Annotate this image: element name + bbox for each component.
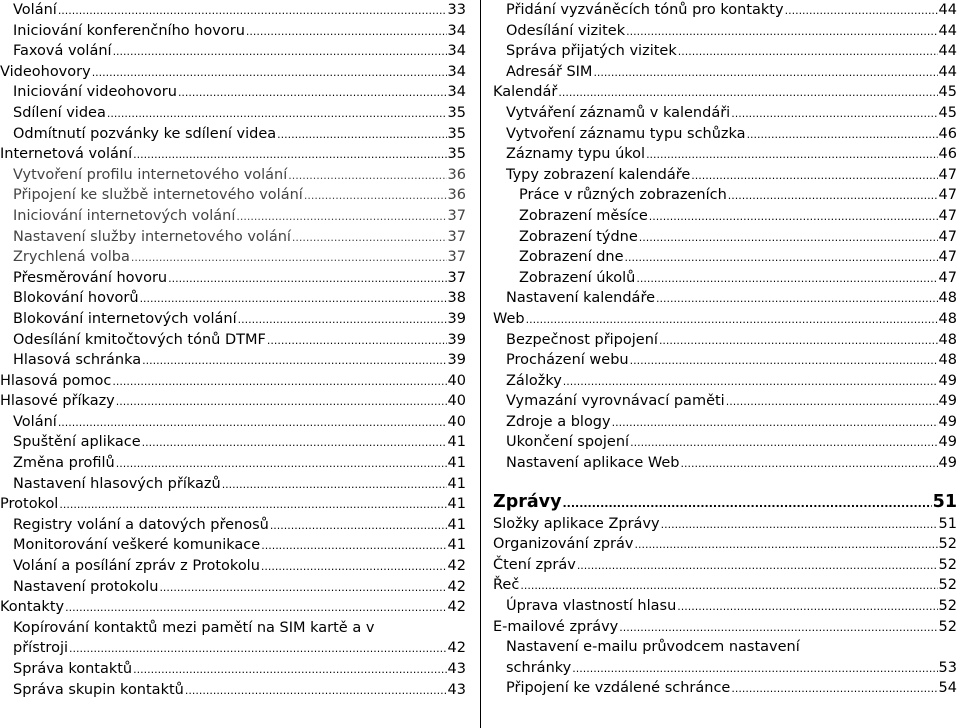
dot-leader [577,555,938,577]
toc-entry[interactable] [0,412,466,433]
toc-page-number: 47 [938,228,957,245]
toc-entry-label: Bezpečnost připojení [506,331,658,348]
toc-page-number: 41 [447,496,466,513]
toc-page-number: 48 [938,331,957,348]
toc-page-number: 44 [938,43,957,60]
toc-entry[interactable] [493,514,957,535]
toc-page-number: 39 [447,310,466,327]
toc-entry-label: Kontakty [0,599,65,616]
toc-entry[interactable] [493,453,957,474]
toc-page-number: 40 [447,413,466,430]
toc-page-number: 40 [447,372,466,389]
toc-entry-label: Čtení zpráv [493,556,576,573]
toc-entry[interactable] [0,577,466,598]
toc-entry-label: Přesměrování hovoru [13,269,168,286]
toc-entry-label: Spuštění aplikace [13,434,141,451]
toc-entry[interactable] [493,534,957,555]
section-gap [493,474,957,490]
toc-page-number: 41 [447,434,466,451]
dot-leader [261,535,446,557]
dot-leader [116,453,447,475]
toc-page-number: 39 [447,352,466,369]
toc-entry[interactable] [493,575,957,596]
toc-page-number: 42 [447,640,466,657]
toc-left-column [0,0,466,700]
toc-page-number: 44 [938,2,957,18]
toc-entry[interactable] [0,288,466,309]
toc-entry-label: Správa kontaktů [13,661,133,677]
toc-entry-label: Ukončení spojení [506,434,630,451]
toc-entry-label: Záznamy typu úkol [506,146,646,163]
toc-entry[interactable] [0,638,466,659]
dot-leader [785,0,938,22]
dot-leader [267,330,447,352]
toc-entry[interactable] [493,62,957,83]
toc-entry[interactable] [493,596,957,617]
toc-page-number: 37 [447,207,466,224]
toc-entry[interactable] [493,185,957,206]
toc-entry[interactable] [0,515,466,536]
toc-page-number: 36 [447,166,466,183]
toc-page-number: 49 [938,372,957,389]
toc-page-number: 47 [938,166,957,183]
toc-entry[interactable] [493,555,957,576]
toc-entry[interactable] [0,309,466,330]
dot-leader [59,494,446,516]
toc-page-number: 40 [447,393,466,410]
dot-leader [131,247,447,269]
toc-page-number: 42 [447,599,466,616]
toc-entry-label: Registry volání a datových přenosů [13,516,269,533]
toc-entry-label: Hlasová schránka [13,352,142,369]
toc-entry[interactable] [493,165,957,186]
toc-page-number: 52 [938,556,957,573]
toc-page-number: 51 [932,491,957,512]
dot-leader [526,309,938,331]
toc-page-number: 45 [938,104,957,121]
toc-page-number: 41 [447,475,466,492]
toc-entry[interactable] [0,206,466,227]
toc-entry[interactable] [493,206,957,227]
toc-page-number: 51 [938,515,957,532]
toc-entry-label: schránky [506,659,572,676]
toc-entry[interactable] [493,124,957,145]
toc-page-number: 46 [938,146,957,163]
toc-entry-label[interactable]: Kopírování kontaktů mezi pamětí na SIM kartě a v [13,619,375,636]
toc-entry[interactable] [0,268,466,289]
toc-entry-label: Změna profilů [13,455,115,472]
toc-entry[interactable] [0,124,466,145]
toc-entry[interactable] [0,227,466,248]
toc-entry-label: Připojení ke vzdálené schránce [506,680,731,697]
toc-page-number: 52 [938,618,957,635]
toc-page-number: 35 [447,125,466,142]
dot-leader [178,82,447,104]
toc-page-number: 47 [938,249,957,266]
toc-entry[interactable] [493,247,957,268]
dot-leader [288,165,446,187]
toc-page-number: 44 [938,63,957,80]
toc-page-number: 52 [938,598,957,615]
toc-page-number: 54 [938,680,957,697]
dot-leader [65,597,446,619]
toc-page-number: 49 [938,434,957,451]
toc-entry[interactable] [0,371,466,392]
toc-entry[interactable] [493,288,957,309]
toc-entry[interactable] [0,82,466,103]
toc-entry-label: Procházení webu [506,352,629,369]
toc-entry-label: Nastavení služby internetového volání [13,228,291,245]
dot-leader [563,371,938,393]
toc-entry-label: Zobrazení úkolů [519,269,636,286]
toc-entry-label: Volání [13,413,57,430]
toc-entry-label: Složky aplikace Zprávy [493,515,660,532]
toc-entry[interactable] [493,268,957,289]
toc-entry-label: Práce v různých zobrazeních [519,187,727,204]
toc-entry[interactable] [493,0,957,21]
dot-leader [558,82,937,104]
dot-leader [133,659,446,681]
toc-entry-label: Zobrazení měsíce [519,207,648,224]
toc-entry-label: Úprava vlastností hlasu [506,598,677,615]
toc-page-number: 39 [447,331,466,348]
dot-leader [304,185,447,207]
toc-entry-label: přístroji [13,640,69,657]
dot-leader [678,41,938,63]
toc-entry-label: Iniciování konferenčního hovoru [13,22,245,39]
toc-entry[interactable] [0,103,466,124]
toc-entry-label: Vymazání vyrovnávací paměti [506,393,725,410]
toc-page-number: 35 [447,104,466,121]
toc-page-number: 47 [938,207,957,224]
toc-entry[interactable] [493,371,957,392]
dot-leader [677,596,937,618]
dot-leader [625,247,938,269]
toc-page-number: 46 [938,125,957,142]
toc-entry[interactable] [0,62,466,83]
dot-leader [142,350,446,372]
toc-entry[interactable] [493,330,957,351]
toc-page-number: 52 [938,577,957,594]
toc-entry-label: Zrychlená volba [13,249,130,266]
toc-entry-label: Nastavení protokolu [13,578,159,595]
dot-leader [92,62,447,84]
toc-page-number: 37 [447,228,466,245]
toc-entry-label: Organizování zpráv [493,536,634,553]
toc-page-number: 42 [447,578,466,595]
toc-entry-label: Odesílání kmitočtových tónů DTMF [13,331,266,348]
toc-entry-label: Hlasová pomoc [0,372,112,389]
toc-page-number: 42 [447,558,466,575]
toc-entry-label: Protokol [0,496,59,513]
toc-entry-label: Odmítnutí pozvánky ke sdílení videa [13,125,277,142]
toc-entry-label: Iniciování videohovoru [13,84,177,101]
toc-entry[interactable] [0,474,466,495]
dot-leader [222,474,447,496]
dot-leader [636,268,937,290]
toc-page-number: 34 [447,63,466,80]
toc-entry-label: Zdroje a blogy [506,413,611,430]
toc-entry[interactable] [493,21,957,42]
toc-entry-label: Nastavení hlasových příkazů [13,475,221,492]
toc-entry-label: Zobrazení dne [519,249,624,266]
dot-leader [649,206,938,228]
toc-right-column [493,0,957,699]
dot-leader [562,490,931,516]
toc-entry[interactable] [0,330,466,351]
dot-leader [731,103,937,125]
toc-page-number: 34 [447,84,466,101]
toc-entry-label: Připojení ke službě internetového volání [13,187,303,204]
dot-leader [140,288,447,310]
toc-entry-label: Faxová volání [13,43,112,60]
dot-leader [659,330,938,352]
toc-entry[interactable] [0,432,466,453]
toc-entry-label: Blokování hovorů [13,290,139,307]
toc-entry-label: Kalendář [493,84,558,101]
toc-entry[interactable] [493,309,957,330]
dot-leader [185,680,447,702]
toc-page-number: 38 [447,290,466,307]
dot-leader [261,556,447,578]
dot-leader [112,371,446,393]
toc-entry[interactable] [493,227,957,248]
dot-leader [612,412,938,434]
dot-leader [270,515,447,537]
toc-page-number: 49 [938,413,957,430]
dot-leader [626,21,937,43]
toc-entry-label: Záložky [506,372,562,389]
toc-entry[interactable] [0,41,466,62]
dot-leader [656,288,938,310]
dot-leader [731,678,937,700]
dot-leader [572,658,937,680]
toc-page-number: 47 [938,269,957,286]
toc-entry-label[interactable]: Nastavení e-mailu průvodcem nastavení [506,639,800,656]
dot-leader [58,412,447,434]
toc-page-number: 35 [447,146,466,163]
toc-entry[interactable] [493,41,957,62]
dot-leader [246,21,447,43]
toc-entry[interactable] [493,103,957,124]
toc-entry[interactable] [0,165,466,186]
toc-entry[interactable] [0,144,466,165]
toc-entry-label: Správa skupin kontaktů [13,681,184,698]
toc-entry[interactable] [0,247,466,268]
toc-entry[interactable] [493,82,957,103]
dot-leader [747,124,938,146]
toc-entry[interactable] [493,658,957,679]
toc-page-number: 37 [447,249,466,266]
toc-entry-label: Blokování internetových volání [13,310,237,327]
toc-entry-label: Volání a posílání zpráv z Protokolu [13,558,260,575]
toc-page-number: 47 [938,187,957,204]
toc-entry[interactable] [0,494,466,515]
dot-leader [726,391,938,413]
dot-leader [238,309,447,331]
toc-page-number: 52 [938,536,957,553]
toc-page-number: 45 [938,84,957,101]
toc-entry-label: Přidání vyzváněcích tónů pro kontakty [506,2,784,18]
toc-page-number: 48 [938,352,957,369]
toc-entry[interactable] [0,597,466,618]
toc-entry[interactable] [0,453,466,474]
toc-page-number: 33 [447,2,466,18]
toc-page-number: 37 [447,269,466,286]
toc-entry-label: E-mailové zprávy [493,618,619,635]
dot-leader [630,432,937,454]
toc-entry[interactable] [493,678,957,699]
toc-entry-label: Vytvoření profilu internetového volání [13,166,288,183]
toc-entry-label: Web [493,310,525,327]
toc-entry[interactable] [493,412,957,433]
toc-page-number: 53 [938,659,957,676]
dot-leader [277,124,446,146]
toc-page-number: 49 [938,455,957,472]
dot-leader [69,638,447,660]
toc-page-number: 43 [447,661,466,677]
dot-leader [159,577,446,599]
toc-entry-label: Internetová volání [0,146,133,163]
toc-entry-label: Typy zobrazení kalendáře [506,166,691,183]
toc-entry-label: Správa přijatých vizitek [506,43,677,60]
toc-entry-label: Vytvoření záznamu typu schůzka [506,125,746,142]
toc-entry[interactable] [0,185,466,206]
toc-entry[interactable] [0,556,466,577]
toc-section-heading[interactable] [493,490,957,514]
dot-leader [236,206,446,228]
toc-entry-label: Zobrazení týdne [519,228,638,245]
toc-entry[interactable] [0,0,466,21]
toc-entry-label: Volání [13,2,57,18]
dot-leader [168,268,446,290]
toc-entry-label: Adresář SIM [506,63,593,80]
toc-page-number: 48 [938,290,957,307]
dot-leader [593,62,937,84]
toc-entry-label: Vytváření záznamů v kalendáři [506,104,731,121]
dot-leader [142,432,447,454]
dot-leader [646,144,937,166]
column-divider [480,0,481,728]
toc-page-number: 36 [447,187,466,204]
toc-entry-label: Monitorování veškeré komunikace [13,537,261,554]
toc-entry-label: Hlasové příkazy [0,393,115,410]
toc-entry-label: Zprávy [493,491,562,512]
toc-entry[interactable] [0,350,466,371]
dot-leader [113,41,447,63]
toc-page-number: 48 [938,310,957,327]
toc-entry[interactable] [493,350,957,371]
dot-leader [728,185,938,207]
toc-entry[interactable] [0,680,466,701]
toc-entry[interactable] [0,659,466,680]
dot-leader [116,391,447,413]
dot-leader [107,103,447,125]
dot-leader [634,534,937,556]
dot-leader [630,350,938,372]
toc-entry-label: Odesílání vizitek [506,22,626,39]
toc-entry-label: Nastavení aplikace Web [506,455,680,472]
toc-page-number: 34 [447,43,466,60]
toc-entry-label: Sdílení videa [13,104,106,121]
toc-entry-label: Nastavení kalendáře [506,290,656,307]
dot-leader [292,227,447,249]
dot-leader [680,453,937,475]
dot-leader [619,617,937,639]
dot-leader [691,165,937,187]
toc-entry[interactable] [493,391,957,412]
toc-entry-label: Videohovory [0,63,91,80]
dot-leader [661,514,938,536]
toc-page-number: 41 [447,455,466,472]
toc-entry[interactable] [0,21,466,42]
dot-leader [639,227,938,249]
dot-leader [520,575,937,597]
toc-entry-label: Iniciování internetových volání [13,207,236,224]
toc-entry[interactable] [493,144,957,165]
dot-leader [58,0,447,22]
dot-leader [133,144,446,166]
toc-entry[interactable] [493,432,957,453]
toc-page-number: 34 [447,22,466,39]
toc-entry[interactable] [493,617,957,638]
toc-page-number: 41 [447,516,466,533]
toc-page-number: 43 [447,681,466,698]
toc-page-number: 49 [938,393,957,410]
toc-entry[interactable] [0,535,466,556]
toc-entry[interactable] [0,391,466,412]
toc-page-number: 44 [938,22,957,39]
toc-page-number: 41 [447,537,466,554]
toc-entry-label: Řeč [493,577,520,594]
